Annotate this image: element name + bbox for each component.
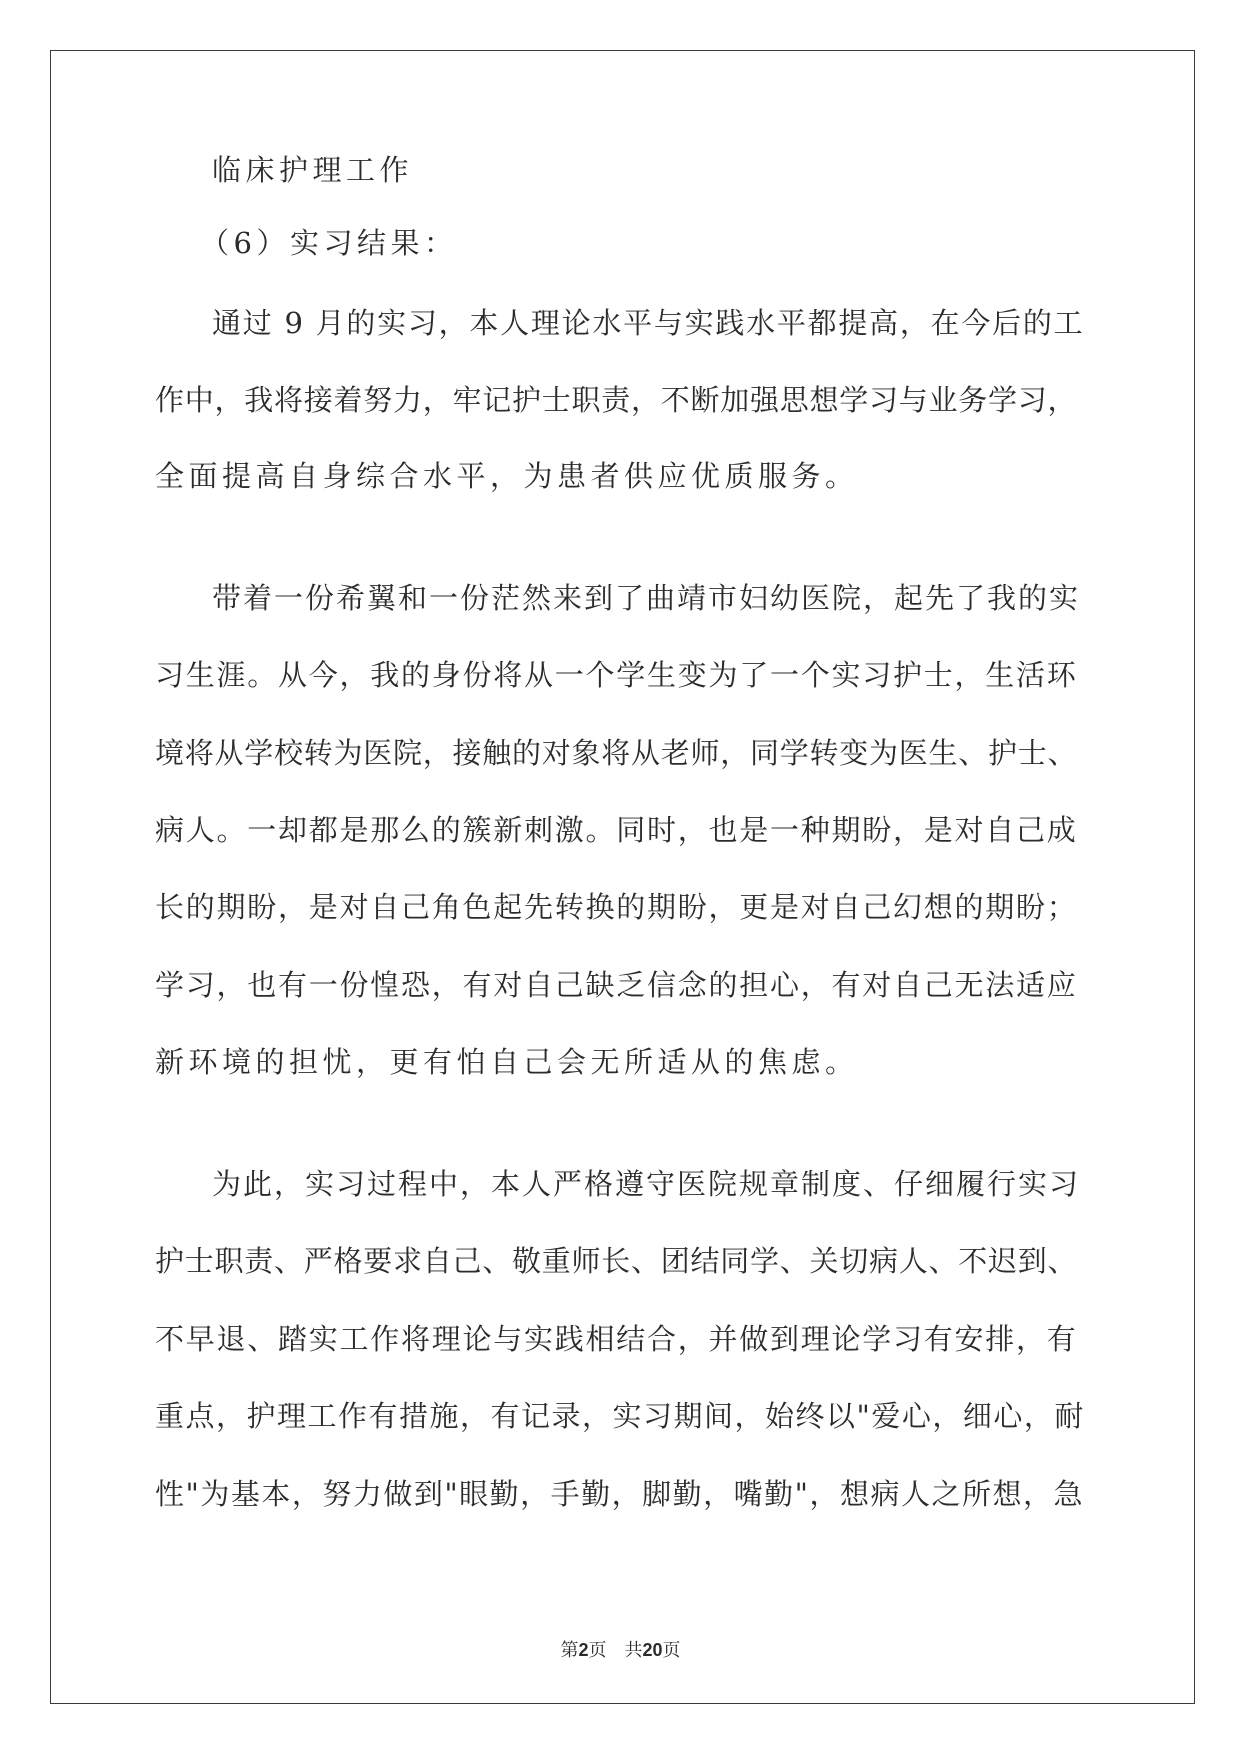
current-page-number: 2 xyxy=(578,1640,589,1660)
text-line: 习生涯。从今，我的身份将从一个学生变为了一个实习护士，生活环 xyxy=(155,658,1078,692)
text-line: 长的期盼，是对自己角色起先转换的期盼，更是对自己幻想的期盼； xyxy=(155,890,1078,924)
text-line: 新环境的担忧，更有怕自己会无所适从的焦虑。 xyxy=(155,1045,859,1079)
footer-mid: 页 共 xyxy=(588,1640,643,1661)
text-line: 作中，我将接着努力，牢记护士职责，不断加强思想学习与业务学习， xyxy=(155,383,1078,417)
text-line: 全面提高自身综合水平，为患者供应优质服务。 xyxy=(155,459,859,493)
text-line: 境将从学校转为医院，接触的对象将从老师，同学转变为医生、护士、 xyxy=(155,736,1078,770)
page-border xyxy=(50,50,1195,1704)
text-line: 为此，实习过程中，本人严格遵守医院规章制度、仔细履行实习 xyxy=(212,1167,1081,1201)
page-footer xyxy=(0,1636,1241,1662)
text-line: 重点，护理工作有措施，有记录，实习期间，始终以"爱心，细心，耐 xyxy=(155,1399,1085,1433)
text-line: 不早退、踏实工作将理论与实践相结合，并做到理论学习有安排，有 xyxy=(155,1322,1078,1356)
text-line: 护士职责、严格要求自己、敬重师长、团结同学、关切病人、不迟到、 xyxy=(155,1244,1078,1278)
footer-suffix: 页 xyxy=(662,1640,681,1661)
text-line: （6）实习结果： xyxy=(200,226,458,260)
text-line: 学习，也有一份惶恐，有对自己缺乏信念的担心，有对自己无法适应 xyxy=(155,968,1078,1002)
text-line: 临床护理工作 xyxy=(212,153,414,187)
total-pages-number: 20 xyxy=(642,1640,663,1660)
text-line: 通过 9 月的实习，本人理论水平与实践水平都提高，在今后的工 xyxy=(212,306,1085,340)
footer-prefix: 第 xyxy=(560,1640,579,1661)
text-line: 病人。一却都是那么的簇新刺激。同时，也是一种期盼，是对自己成 xyxy=(155,813,1078,847)
text-line: 带着一份希翼和一份茫然来到了曲靖市妇幼医院，起先了我的实 xyxy=(212,581,1081,615)
text-line: 性"为基本，努力做到"眼勤，手勤，脚勤，嘴勤"，想病人之所想，急 xyxy=(155,1477,1085,1511)
